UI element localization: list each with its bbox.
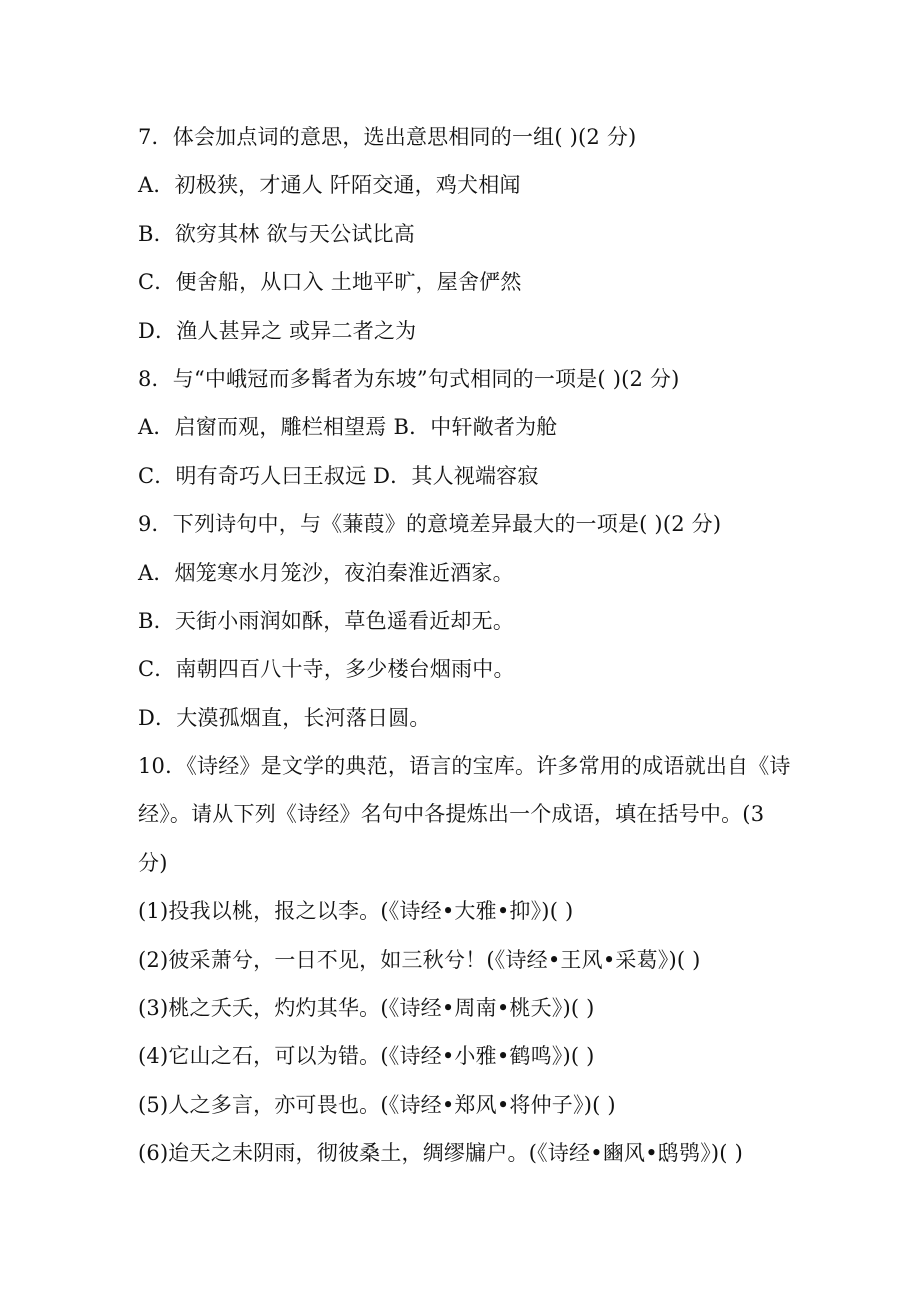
- question-9-option-a: A．烟笼寒水月笼沙，夜泊秦淮近酒家。: [138, 560, 514, 585]
- question-9-stem: 9．下列诗句中，与《蒹葭》的意境差异最大的一项是( )(2 分): [138, 512, 722, 537]
- question-10-item-2: (2)彼采萧兮，一日不见，如三秋兮！(《诗经•王风•采葛》)( ): [138, 947, 701, 972]
- question-7-stem: 7．体会加点词的意思，选出意思相同的一组( )(2 分): [138, 125, 637, 149]
- question-8-options-ab: A．启窗而观，雕栏相望焉 B．中轩敞者为舱: [138, 415, 558, 440]
- question-7-option-d: D．渔人甚异之 或异二者之为: [138, 318, 417, 343]
- question-7-option-c: C．便舍船，从口入 土地平旷，屋舍俨然: [138, 270, 522, 295]
- question-8-stem: 8．与“中峨冠而多髯者为东坡”句式相同的一项是( )(2 分): [138, 366, 680, 391]
- question-9-option-c: C．南朝四百八十寺，多少楼台烟雨中。: [138, 657, 515, 682]
- question-10-stem-line-3: 分): [138, 850, 168, 875]
- question-9-option-d: D．大漠孤烟直，长河落日圆。: [138, 705, 431, 730]
- question-10-item-6: (6)迨天之未阴雨，彻彼桑土，绸缪牖户。(《诗经•豳风•鸱鸮》)( ): [138, 1141, 743, 1166]
- question-10-item-4: (4)它山之石，可以为错。(《诗经•小雅•鹤鸣》)( ): [138, 1044, 595, 1069]
- question-7-option-b: B．欲穷其林 欲与天公试比高: [138, 221, 415, 246]
- question-10-item-3: (3)桃之夭夭，灼灼其华。(《诗经•周南•桃夭》)( ): [138, 996, 595, 1021]
- question-text: [138, 113, 791, 1178]
- question-10-stem-line-2: 经》。请从下列《诗经》名句中各提炼出一个成语，填在括号中。(3: [138, 802, 765, 827]
- question-10-item-1: (1)投我以桃，报之以李。(《诗经•大雅•抑》)( ): [138, 899, 574, 924]
- question-10-stem-line-1: 10．《诗经》是文学的典范，语言的宝库。许多常用的成语就出自《诗: [138, 754, 791, 779]
- question-7-option-a: A．初极狭，才通人 阡陌交通，鸡犬相闻: [138, 173, 521, 198]
- question-10-item-5: (5)人之多言，亦可畏也。(《诗经•郑风•将仲子》)( ): [138, 1092, 616, 1117]
- question-9-option-b: B．天街小雨润如酥，草色遥看近却无。: [138, 608, 515, 633]
- question-8-options-cd: C．明有奇巧人曰王叔远 D．其人视端容寂: [138, 463, 539, 488]
